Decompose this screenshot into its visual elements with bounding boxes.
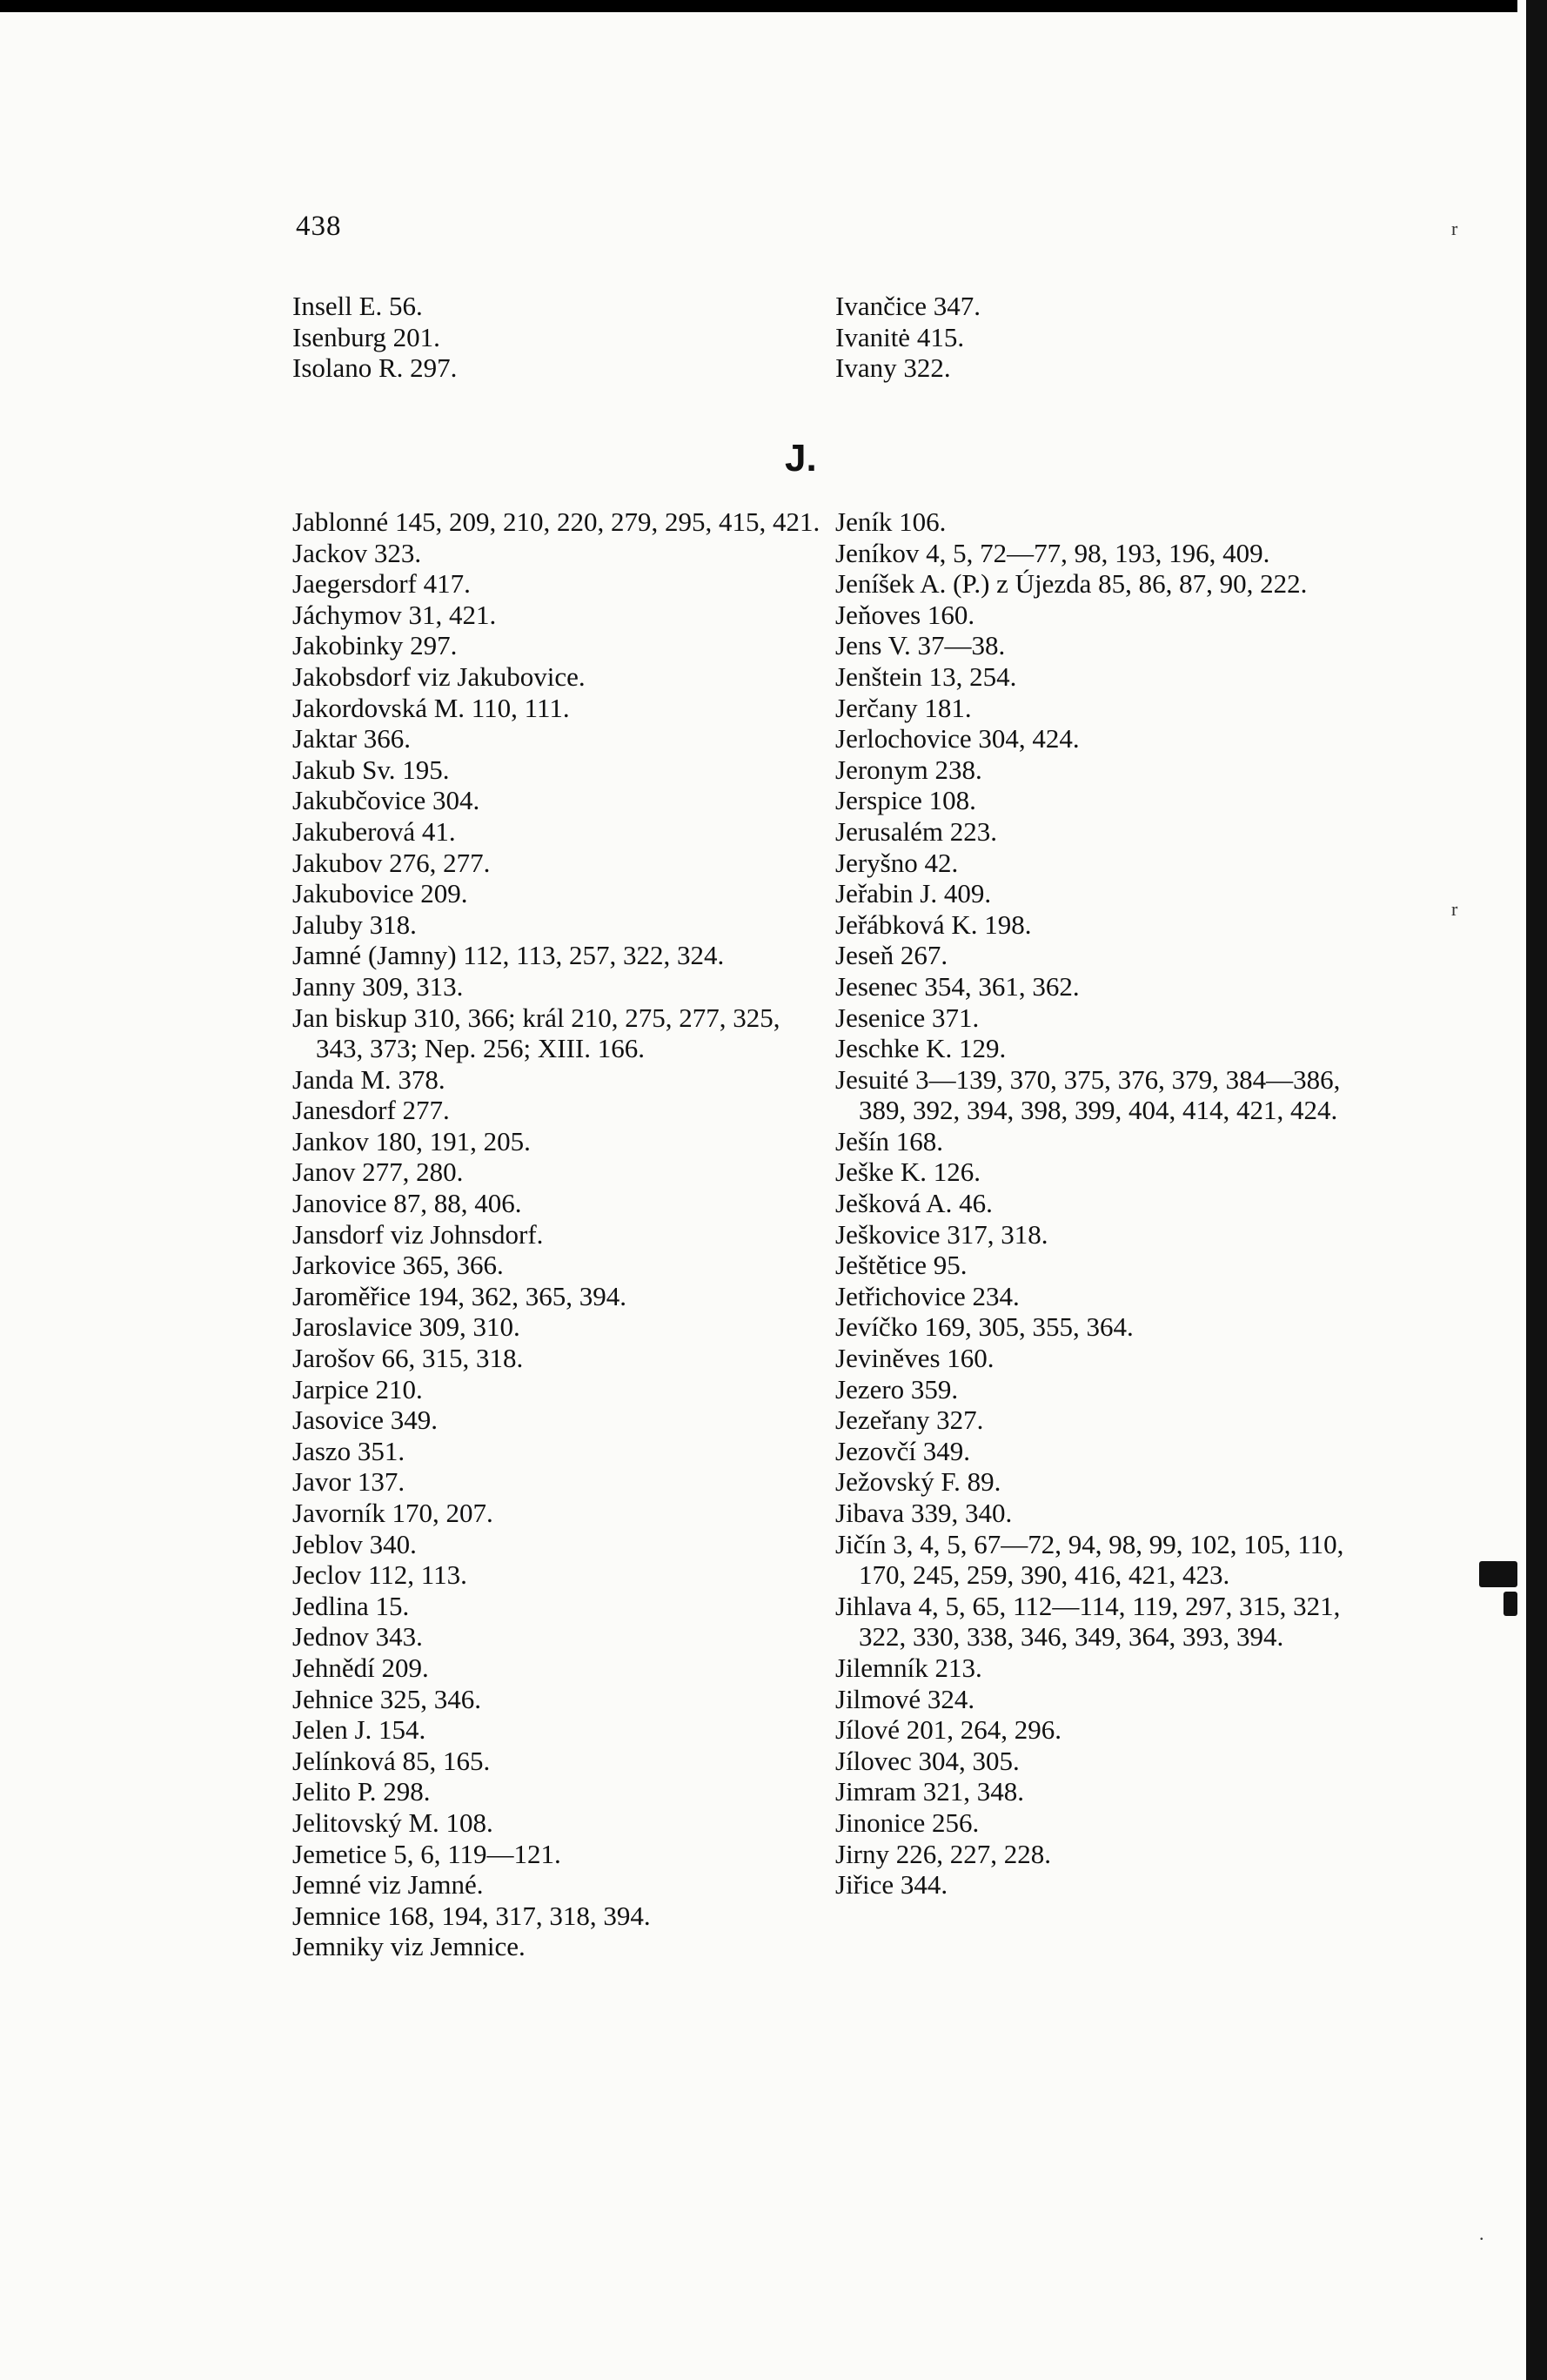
index-entry: Jevíčko 169, 305, 355, 364.	[835, 1311, 1134, 1343]
section-heading: J.	[785, 437, 817, 479]
index-entry: Jílovec 304, 305.	[835, 1745, 1020, 1776]
index-entry: Isolano R. 297.	[292, 352, 458, 384]
index-entry: Jaluby 318.	[292, 908, 417, 940]
index-entry: Jenštein 13, 254.	[835, 660, 1017, 692]
index-right-column	[835, 506, 1375, 1901]
index-entry: Jednov 343.	[292, 1621, 423, 1653]
scan-border	[1517, 0, 1547, 2380]
index-entry: Jehnice 325, 346.	[292, 1683, 481, 1714]
index-entry: Jesenice 371.	[835, 1002, 980, 1033]
index-entry: Janny 309, 313.	[292, 970, 464, 1002]
index-entry: Jilmové 324.	[835, 1683, 975, 1714]
page-number: 438	[296, 211, 342, 242]
index-entry: Jemné viz Jamné.	[292, 1869, 484, 1901]
index-entry: Janesdorf 277.	[292, 1095, 450, 1126]
index-entry: Janda M. 378.	[292, 1063, 445, 1095]
index-entry: Jemetice 5, 6, 119—121.	[292, 1838, 561, 1869]
scan-speck: r	[1451, 898, 1458, 920]
scan-speck: r	[1451, 218, 1458, 239]
index-entry: Jelínková 85, 165.	[292, 1745, 491, 1776]
index-entry: Jeclov 112, 113.	[292, 1559, 467, 1591]
index-entry: Jaszo 351.	[292, 1435, 405, 1466]
index-entry: Jakobinky 297.	[292, 630, 458, 661]
index-entry: Jeřábková K. 198.	[835, 908, 1032, 940]
index-entry: Jeník 106.	[835, 506, 947, 537]
index-entry: Jeřabin J. 409.	[835, 878, 992, 909]
index-entry: Jeňoves 160.	[835, 599, 975, 630]
index-entry: Jeblov 340.	[292, 1528, 417, 1559]
index-entry: Jansdorf viz Johnsdorf.	[292, 1218, 544, 1250]
index-entry: Jihlava 4, 5, 65, 112—114, 119, 297, 315, 321, 322, 330, 338, 346, 349, 364, 393, 394.	[835, 1590, 1341, 1653]
index-entry: Ivany 322.	[835, 352, 951, 384]
index-entry: Jarošov 66, 315, 318.	[292, 1343, 524, 1374]
index-entry: Jaktar 366.	[292, 723, 412, 754]
index-entry: Ješková A. 46.	[835, 1188, 993, 1219]
index-entry: Jakuberová 41.	[292, 815, 456, 847]
index-entry: Jezovčí 349.	[835, 1435, 970, 1466]
index-entry: Jaegersdorf 417.	[292, 568, 471, 600]
index-entry: Javor 137.	[292, 1466, 405, 1498]
index-entry: Jemnice 168, 194, 317, 318, 394.	[292, 1900, 651, 1931]
index-entry: Jelito P. 298.	[292, 1776, 431, 1807]
index-entry: Jetřichovice 234.	[835, 1280, 1020, 1311]
index-entry: Insell E. 56.	[292, 291, 423, 321]
index-entry: Jasovice 349.	[292, 1405, 439, 1436]
index-entry: Ivanitė 415.	[835, 321, 965, 352]
index-entry: Jesenec 354, 361, 362.	[835, 970, 1080, 1002]
index-entry: Jílové 201, 264, 296.	[835, 1714, 1062, 1746]
index-entry: Jerčany 181.	[835, 692, 972, 723]
index-entry: Jezero 359.	[835, 1373, 959, 1405]
index-left-column	[292, 506, 832, 1962]
index-entry: Ivančice 347.	[835, 291, 981, 321]
index-entry: Jeníšek A. (P.) z Újezda 85, 86, 87, 90, 222.	[835, 568, 1308, 600]
index-entry: Jarkovice 365, 366.	[292, 1250, 504, 1281]
index-entry: Jelitovský M. 108.	[292, 1807, 493, 1838]
index-entry: Jaroměřice 194, 362, 365, 394.	[292, 1280, 626, 1311]
index-entry: Jibava 339, 340.	[835, 1498, 1013, 1528]
index-entry: Jakub Sv. 195.	[292, 754, 450, 785]
index-entry: Jakordovská M. 110, 111.	[292, 692, 570, 723]
index-entry: Jablonné 145, 209, 210, 220, 279, 295, 415, 421.	[292, 506, 820, 537]
index-entry: Ješín 168.	[835, 1125, 943, 1156]
index-entry: Jemniky viz Jemnice.	[292, 1931, 526, 1962]
index-entry: Ješkovice 317, 318.	[835, 1218, 1048, 1250]
book-page	[0, 12, 1517, 2380]
index-entry: Jerusalém 223.	[835, 815, 997, 847]
index-entry: Jaroslavice 309, 310.	[292, 1311, 520, 1343]
index-entry: Jilemník 213.	[835, 1652, 982, 1683]
index-top-right-column	[835, 291, 1375, 384]
index-entry: Jičín 3, 4, 5, 67—72, 94, 98, 99, 102, 105, 110, 170, 245, 259, 390, 416, 421, 423.	[835, 1528, 1344, 1591]
index-entry: Javorník 170, 207.	[292, 1498, 493, 1528]
index-entry: Jiřice 344.	[835, 1869, 948, 1901]
index-entry: Jens V. 37—38.	[835, 630, 1006, 661]
index-entry: Jimram 321, 348.	[835, 1776, 1024, 1807]
index-entry: Jelen J. 154.	[292, 1714, 426, 1746]
index-entry: Jeronym 238.	[835, 754, 982, 785]
index-entry: Jáchymov 31, 421.	[292, 599, 497, 630]
scan-smudge	[1479, 1561, 1517, 1587]
index-entry: Isenburg 201.	[292, 321, 440, 352]
index-entry: Jirny 226, 227, 228.	[835, 1838, 1051, 1869]
index-entry: Jesuité 3—139, 370, 375, 376, 379, 384—386, 389, 392, 394, 398, 399, 404, 414, 421, 424.	[835, 1063, 1341, 1126]
index-entry: Janov 277, 280.	[292, 1156, 464, 1188]
index-entry: Jakobsdorf viz Jakubovice.	[292, 660, 586, 692]
index-entry: Jerspice 108.	[835, 785, 976, 816]
index-entry: Jerlochovice 304, 424.	[835, 723, 1080, 754]
index-entry: Jedlina 15.	[292, 1590, 410, 1621]
index-entry: Ještětice 95.	[835, 1250, 968, 1281]
index-entry: Jan biskup 310, 366; král 210, 275, 277, 325, 343, 373; Nep. 256; XIII. 166.	[292, 1002, 780, 1064]
index-entry: Jezeřany 327.	[835, 1405, 984, 1436]
index-entry: Jamné (Jamny) 112, 113, 257, 322, 324.	[292, 940, 725, 971]
index-entry: Ješke K. 126.	[835, 1156, 981, 1188]
index-entry: Jakubov 276, 277.	[292, 847, 491, 878]
index-entry: Jeschke K. 129.	[835, 1033, 1007, 1064]
index-entry: Jakubčovice 304.	[292, 785, 480, 816]
index-entry: Ježovský F. 89.	[835, 1466, 1001, 1498]
index-entry: Jankov 180, 191, 205.	[292, 1125, 531, 1156]
index-entry: Jeviněves 160.	[835, 1343, 994, 1374]
index-entry: Jakubovice 209.	[292, 878, 468, 909]
index-entry: Janovice 87, 88, 406.	[292, 1188, 522, 1219]
index-entry: Jarpice 210.	[292, 1373, 423, 1405]
index-entry: Jinonice 256.	[835, 1807, 980, 1838]
index-entry: Jeryšno 42.	[835, 847, 959, 878]
index-entry: Jeníkov 4, 5, 72—77, 98, 193, 196, 409.	[835, 537, 1270, 568]
index-entry: Jeseň 267.	[835, 940, 948, 971]
scan-speck: .	[1479, 2222, 1484, 2244]
index-entry: Jehnědí 209.	[292, 1652, 429, 1683]
index-top-left-column	[292, 291, 832, 384]
index-entry: Jackov 323.	[292, 537, 422, 568]
scan-smudge	[1503, 1592, 1517, 1616]
